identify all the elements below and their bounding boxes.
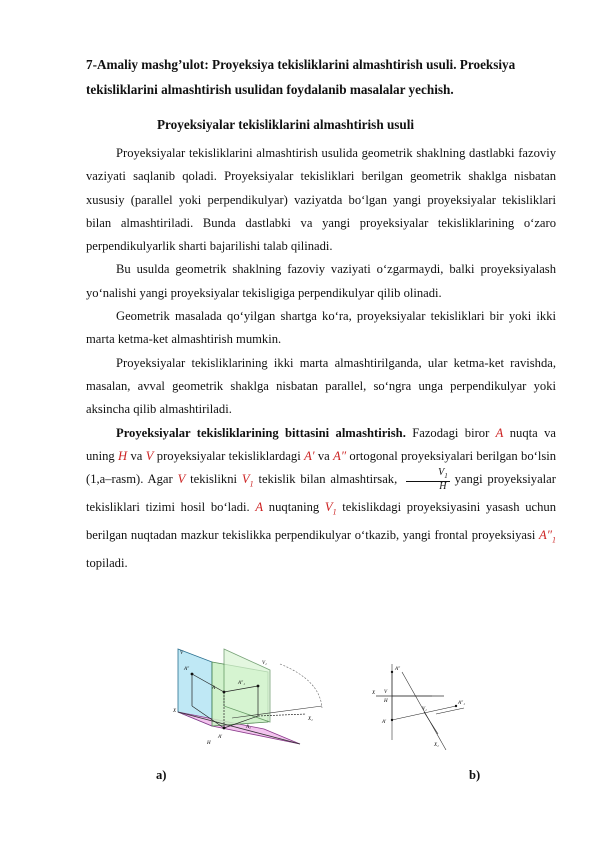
paragraph-1: Proyeksiyalar tekisliklarini almashtirish usulida geometrik shaklning dastlabki fazoviy vaziyati saqlanib qoladi. Proyeksiyalar tekisliklari berilgan geometrik shaklga nisbatan xususiy (parallel yoki perpendikulyar) vaziyatda bo‘lgan yangi proyeksiyalar tekisliklari bilan almashtiriladi. Bunda dastlabki va yangi proyeksiyalar tekisliklarining o‘zaro perpendikulyarlik sharti bajarilishi talab qilinadi. bbox=[86, 146, 556, 254]
label-a1: A′ bbox=[218, 735, 223, 740]
projection-a2: A″ bbox=[333, 448, 347, 463]
paragraph-3: Geometrik masalada qo‘yilgan shartga ko‘ra, proyeksiyalar tekisliklari bir yoki ikki marta ketma-ket almashtirish mumkin. bbox=[86, 309, 556, 347]
label-b-h: H bbox=[384, 699, 388, 704]
label-a: A bbox=[212, 686, 216, 691]
plane-h: H bbox=[118, 448, 128, 463]
projection-a1: A′ bbox=[304, 448, 315, 463]
plane-v1-2: $V_1$ bbox=[324, 499, 337, 517]
figure-b-caption: b) bbox=[469, 768, 481, 782]
label-b-a21: A″₁ bbox=[458, 701, 465, 706]
label-b-x: X bbox=[372, 691, 376, 696]
label-b-x1: X₁ bbox=[434, 743, 439, 748]
page-title: 7-Amaliy mashg’ulot: Proyeksiya tekisliklarini almashtirish usuli. Proeksiya tekisliklarini almashtirish usulidan foydalanib masalalar yechish. bbox=[86, 57, 516, 97]
paragraph-2: Bu usulda geometrik shaklning fazoviy vaziyati o‘zgarmaydi, balki proyeksiyalash yo‘nalishi yangi proyeksiyalar tekisligiga perpendikulyar qilib olinadi. bbox=[86, 262, 556, 300]
figure-a-caption: a) bbox=[156, 768, 167, 782]
label-x: X bbox=[173, 709, 177, 714]
paragraph-5: Proyeksiyalar tekisliklarining bittasini almashtirish. Fazodagi biror A nuqta va uning H va V proyeksiyalar tekisliklardagi A′ va A″ ortogonal proyeksiyalari berilgan bo‘lsin (1,a–rasm). Agar V tekislikni $V_1$ tekislik bilan almashtirsak, $\frac{V_1}{H}$ yangi proyeksiyalar tekisliklari tizimi hosil bo‘ladi. A nuqtaning $V_1$ tekislikdagi proyeksiyasini yasash uchun berilgan nuqtadan mazkur tekislikka perpendikulyar o‘tkazib, yangi frontal proyeksiyasi $A''_1$ topiladi. bbox=[86, 425, 557, 570]
point-a-2: A bbox=[255, 499, 264, 514]
bold-lead: Proyeksiyalar tekisliklarining bittasini almashtirish. bbox=[116, 425, 406, 440]
label-b-a1: A′ bbox=[382, 720, 387, 725]
label-a-1: A₁ bbox=[246, 725, 251, 730]
projection-a21: $A''_1$ bbox=[539, 527, 556, 545]
paragraph-4: Proyeksiyalar tekisliklarining ikki marta almashtirilganda, ular ketma-ket ravishda, masalan, avval geometrik shaklga nisbatan parallel, so‘ngra unga perpendikulyar yoki aksincha qilib almashtiriladi. bbox=[86, 355, 556, 417]
figure-b-drawing bbox=[372, 660, 472, 750]
label-a2: A″ bbox=[184, 667, 190, 672]
label-b-a2: A″ bbox=[395, 667, 401, 672]
label-b-v1: V₁ bbox=[422, 707, 427, 712]
label-b-v: V bbox=[384, 690, 388, 695]
point-a: A bbox=[495, 425, 504, 440]
figure-a-drawing bbox=[172, 644, 330, 752]
body-text bbox=[86, 142, 556, 575]
section-subtitle: Proyeksiyalar tekisliklarini almashtirish usuli bbox=[157, 117, 415, 132]
label-a21: A″₁ bbox=[238, 681, 245, 686]
plane-v1: $V_1$ bbox=[241, 472, 254, 489]
plane-v: V bbox=[145, 448, 154, 463]
label-v1: V₁ bbox=[262, 661, 267, 666]
plane-v-2: V bbox=[177, 472, 186, 487]
label-h: H bbox=[207, 741, 211, 746]
label-v: V bbox=[180, 651, 184, 656]
fraction-v1-h: $\frac{V_1}{H}$ bbox=[406, 468, 450, 492]
label-x1: X₁ bbox=[308, 717, 313, 722]
